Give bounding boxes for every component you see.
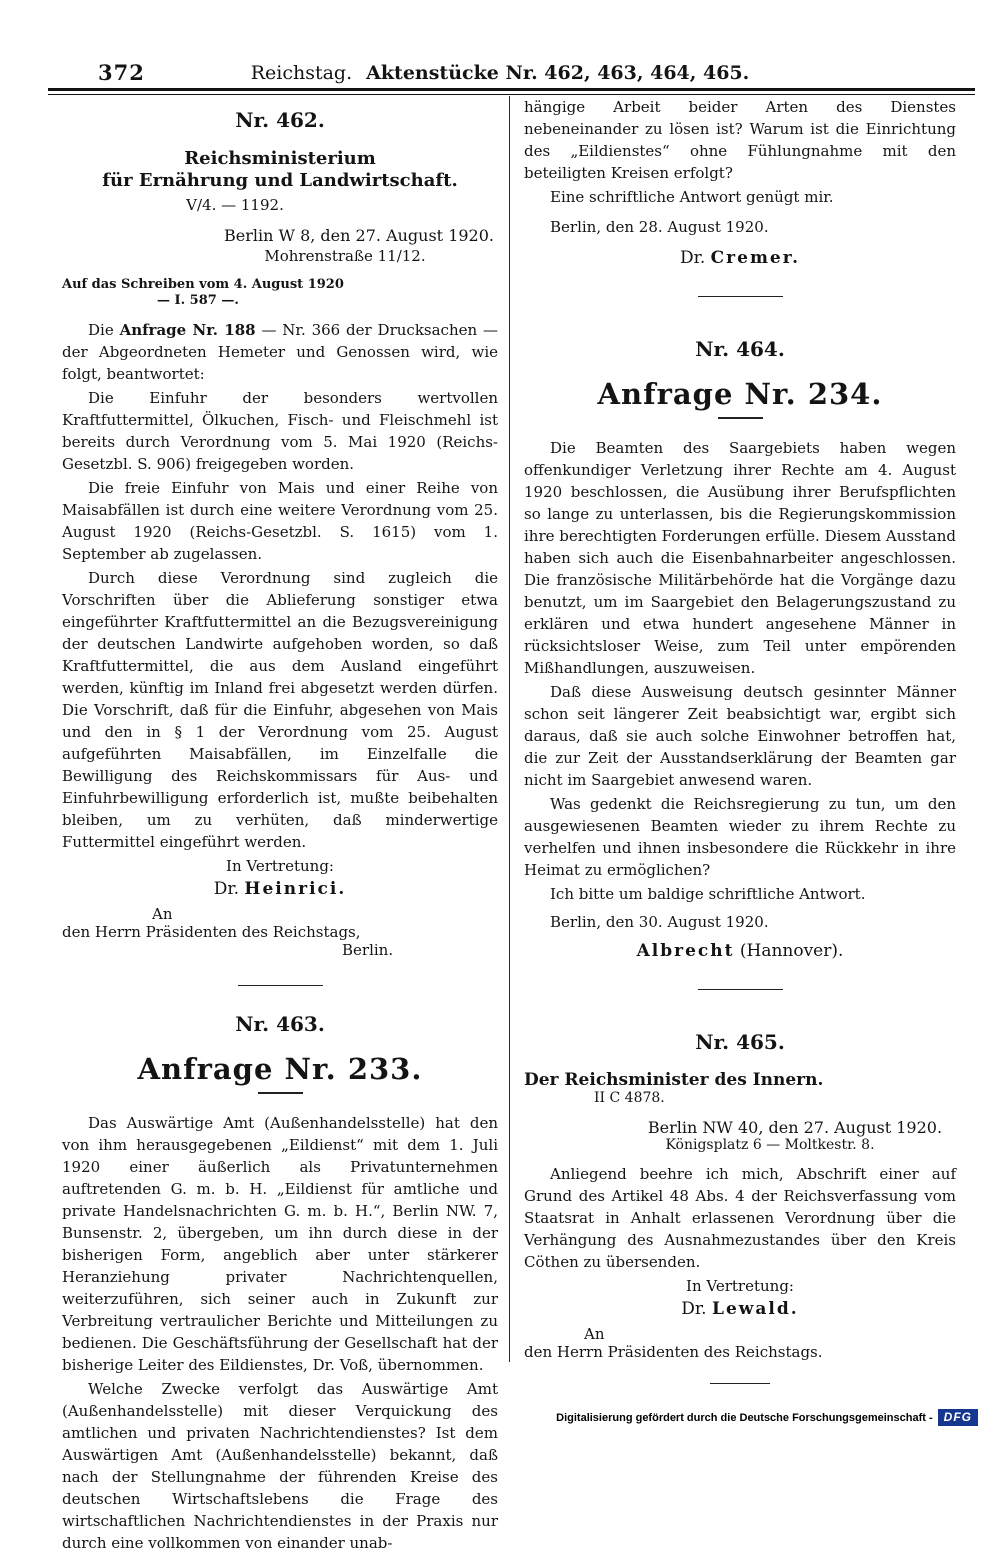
- doc-463-paragraph-2: Welche Zwecke verfolgt das Auswärtige Amt (Außenhandelsstelle) mit dieser Verquickung des amtlichen und privaten Nachrichtendienstes? Ist dem Auswärtigen Amt (Außenhandelsstelle) bekannt, daß nach der Stellungnahme der führenden Kreise des deutschen Wirtschaftslebens die Frage des wirtschaftlichen Nachrichtendienstes in der Praxis nur durch eine vollkommen von einander unab-: [62, 1380, 498, 1552]
- left-column: [62, 100, 498, 1556]
- doc-462-recipient-city: Berlin.: [342, 941, 394, 959]
- doc-465-in-vertretung: In Vertretung:: [686, 1277, 794, 1295]
- doc-462-number: Nr. 462.: [235, 108, 325, 132]
- doc-462-file-ref: V/4. — 1192.: [186, 196, 284, 214]
- doc-462-paragraph-3: Die freie Einfuhr von Mais und einer Reihe von Maisabfällen ist durch eine weitere Verordnung vom 25. August 1920 (Reichs-Gesetzbl. S. 1615) vom 1. September ab zugelassen.: [62, 479, 498, 563]
- dfg-logo: DFG: [938, 1409, 978, 1426]
- section-divider: [698, 296, 783, 297]
- doc-463-answer-note: Eine schriftliche Antwort genügt mir.: [550, 188, 834, 206]
- doc-462-signature-name: Heinrici.: [244, 879, 347, 899]
- doc-462-paragraph-2: Die Einfuhr der besonders wertvollen Kraftfuttermittel, Ölkuchen, Fisch- und Fleischmehl ist bereits durch Verordnung vom 5. Mai 1920 (Reichs-Gesetzbl. S. 906) freigegeben worden.: [62, 389, 498, 473]
- doc-464-paragraph-2: Daß diese Ausweisung deutsch gesinnter Männer schon seit längerer Zeit beabsichtigt war, ergibt sich daraus, daß sie auch solche Einwohner betroffen hat, die zur Zeit der Ausstandserklärung der Beamten gar nicht im Saargebiet anwesend waren.: [524, 683, 956, 789]
- header-title: Reichstag.: [250, 62, 353, 84]
- doc-464-title: Anfrage Nr. 234.: [597, 377, 883, 411]
- doc-465-an: An: [584, 1325, 605, 1343]
- section-divider: [710, 1383, 770, 1384]
- doc-464-paragraph-1: Die Beamten des Saargebiets haben wegen offenkundiger Verletzung ihrer Rechte am 4. August 1920 beschlossen, die Ausübung ihrer Berufspflichten so lange zu unterlassen, bis die Regierungskommission ihre berechtigten Forderungen erfülle. Diesem Ausstand haben sich auch die Eisenbahnarbeiter angeschlossen. Die französische Militärbehörde hat die Vorgänge dazu benutzt, um im Saargebiet den Belagerungszustand zu erklären und etwa hundert angesehene Männer in rücksichtsloser Weise, zum Teil unter empörenden Mißhandlungen, auszuweisen.: [524, 439, 956, 677]
- doc-463-dateline: Berlin, den 28. August 1920.: [550, 218, 769, 236]
- doc-465-file-ref: II C 4878.: [594, 1090, 665, 1106]
- doc-463-paragraph-1: Das Auswärtige Amt (Außenhandelsstelle) hat den von ihm herausgegebenen „Eildienst“ mit dem 1. Juli 1920 einer äußerlich als Privatunternehmen auftretenden G. m. b. H. „Eildienst für amtliche und private Handelsnachrichten G. m. b. H.“, Berlin NW. 7, Bunsenstr. 2, übergeben, um ihn durch diese in der bisherigen Form, angeblich aber unter stärkerer Heranziehung privater Nachrichtenquellen, weiterzuführen, sich seiner auch in Zukunft zur Verbreitung vertraulicher Berichte und Mitteilungen zu bedienen. Die Geschäftsführung der Gesellschaft hat der bisherige Leiter des Eildienstes, Dr. Voß, übernommen.: [62, 1114, 498, 1374]
- doc-462-ministry-line2: für Ernährung und Landwirtschaft.: [102, 170, 458, 191]
- doc-462-an: An: [152, 905, 173, 923]
- page-number: 372: [98, 60, 145, 85]
- doc-462-reference-line2: — I. 587 —.: [157, 293, 239, 308]
- doc-462-p1-rest: — Nr. 366 der Drucksachen — der Abgeordneten Hemeter und Genossen wird, wie folgt, beantwortet:: [62, 321, 499, 383]
- doc-464-paragraph-4: Ich bitte um baldige schriftliche Antwort.: [550, 885, 866, 903]
- doc-462-in-vertretung: In Vertretung:: [226, 857, 334, 875]
- doc-465-signature-name: Lewald.: [712, 1299, 799, 1319]
- doc-465-address: Königsplatz 6 — Moltkestr. 8.: [665, 1137, 875, 1153]
- doc-462-address: Mohrenstraße 11/12.: [264, 247, 426, 265]
- doc-463-title: Anfrage Nr. 233.: [137, 1052, 423, 1086]
- doc-462-recipient: den Herrn Präsidenten des Reichstags,: [62, 923, 361, 941]
- doc-464-signature: [524, 941, 956, 961]
- doc-464-paragraph-3: Was gedenkt die Reichsregierung zu tun, um den ausgewiesenen Beamten wieder zu ihrem Rechte zu verhelfen und ihnen insbesondere die Rückkehr in ihre Heimat zu ermöglichen?: [524, 795, 956, 879]
- right-column: [524, 96, 956, 1384]
- doc-463-signature: [524, 248, 956, 268]
- doc-462-paragraph-4: Durch diese Verordnung sind zugleich die Vorschriften über die Ablieferung sonstiger etwa eingeführter Kraftfuttermittel an die Bezugsvereinigung der deutschen Landwirte aufgehoben worden, so daß Kraftfuttermittel, die aus dem Ausland eingeführt werden, künftig im Inland frei abgesetzt werden dürfen. Die Vorschrift, daß für die Einfuhr, abgesehen von Mais und den in § 1 der Verordnung vom 25. August aufgeführten Maisabfällen, im Einzelfalle die Bewilligung des Reichskommissars für Aus- und Einfuhrbewilligung erforderlich ist, mußte beibehalten bleiben, um zu verhüten, daß minderwertige Futtermittel eingeführt werden.: [62, 569, 498, 851]
- doc-464-signature-suffix: (Hannover).: [734, 941, 844, 961]
- doc-463-title-rule: [258, 1092, 303, 1094]
- doc-462-p1-bold: Anfrage Nr. 188: [119, 321, 256, 339]
- doc-464-number: Nr. 464.: [695, 337, 785, 361]
- digitization-footer: [556, 1409, 978, 1426]
- doc-462-dateline: Berlin W 8, den 27. August 1920.: [224, 226, 494, 245]
- doc-462-paragraph-1: [62, 319, 498, 385]
- doc-465-signature-prefix: Dr.: [681, 1299, 712, 1319]
- doc-463-continuation-paragraph: hängige Arbeit beider Arten des Dienstes nebeneinander zu lösen ist? Warum ist die Einrichtung des „Eildienstes“ ohne Fühlungnahme mit den beteiligten Kreisen erfolgt?: [524, 98, 956, 182]
- section-divider: [238, 985, 323, 986]
- doc-464-dateline: Berlin, den 30. August 1920.: [550, 913, 769, 931]
- doc-465-number: Nr. 465.: [695, 1030, 785, 1054]
- digitization-credit-text: Digitalisierung gefördert durch die Deutsche Forschungsgemeinschaft -: [556, 1411, 933, 1424]
- doc-463-signature-name: Cremer.: [710, 248, 801, 268]
- column-divider-rule: [509, 96, 510, 1362]
- doc-465-dateline: Berlin NW 40, den 27. August 1920.: [647, 1118, 943, 1137]
- page-header: [170, 62, 830, 84]
- doc-462-reference-line1: Auf das Schreiben vom 4. August 1920: [62, 277, 344, 292]
- header-subtitle: Aktenstücke Nr. 462, 463, 464, 465.: [366, 62, 750, 84]
- section-divider: [698, 989, 783, 990]
- doc-462-ministry-line1: Reichsministerium: [184, 148, 376, 169]
- doc-465-recipient: den Herrn Präsidenten des Reichstags.: [524, 1343, 823, 1361]
- doc-462-signature: [62, 879, 498, 899]
- doc-465-ministry: Der Reichsminister des Innern.: [524, 1070, 824, 1090]
- header-double-rule: [48, 88, 975, 95]
- doc-464-signature-name: Albrecht: [636, 941, 735, 961]
- doc-462-p1-pre: Die: [88, 321, 120, 339]
- doc-463-signature-prefix: Dr.: [679, 248, 711, 268]
- doc-465-signature: [524, 1299, 956, 1319]
- doc-464-title-rule: [718, 417, 763, 419]
- doc-462-signature-prefix: Dr.: [213, 879, 245, 899]
- doc-465-paragraph-1: Anliegend beehre ich mich, Abschrift einer auf Grund des Artikel 48 Abs. 4 der Reichsverfassung vom Staatsrat in Anhalt erlassenen Verordnung über die Verhängung des Ausnahmezustandes über den Kreis Cöthen zu übersenden.: [524, 1165, 956, 1271]
- doc-463-number: Nr. 463.: [235, 1012, 325, 1036]
